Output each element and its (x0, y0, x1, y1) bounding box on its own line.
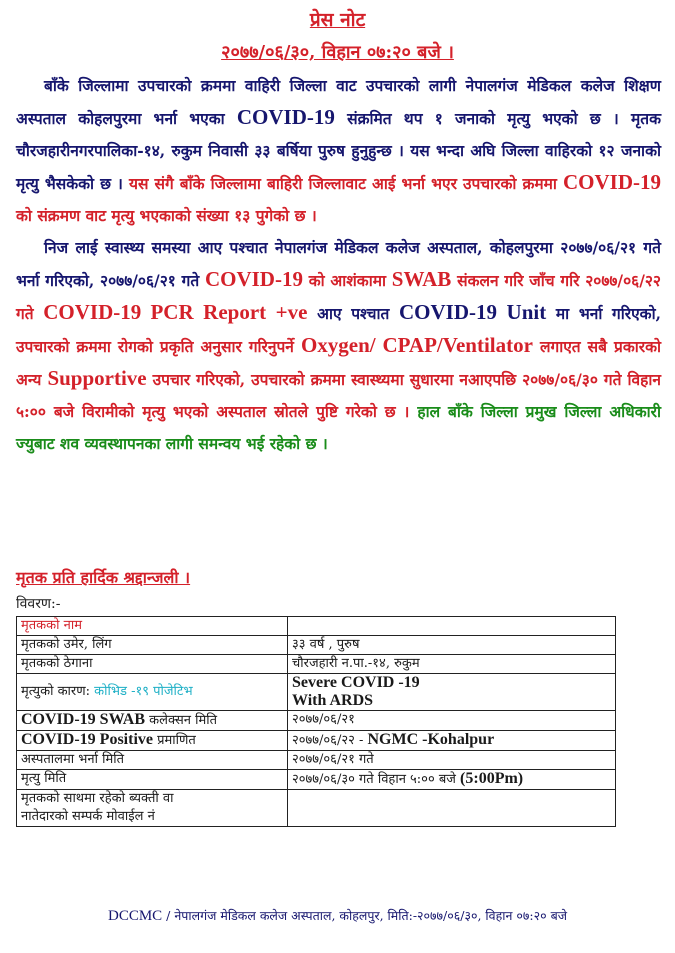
table-row (17, 617, 616, 636)
value-address: चौरजहारी न.पा.-१४, रुकुम (288, 655, 616, 674)
cause-line-1: Severe COVID -19 (292, 674, 420, 691)
paragraph-2 (16, 232, 661, 460)
p1-text-1: बाँके जिल्लामा उपचारको क्रममा वाहिरी जिल्ला वाट उपचारको लागी नेपालगंज मेडिकल कलेज शिक्षण अस्पताल कोहलपुरमा भर्ना भएका (16, 76, 661, 128)
press-note-title: प्रेस नोट (309, 9, 366, 31)
table-row (17, 751, 616, 770)
value-positive-confirmed (288, 731, 616, 751)
p2-text-4: आए पश्चात (307, 304, 399, 323)
p2-text-2: को आशंकामा (302, 271, 392, 290)
label-name: मृतकको नाम (17, 617, 288, 636)
p1-red-text-1: यस संगै बाँके जिल्लामा बाहिरी जिल्लावाट आई भर्ना भएर उपचारको क्रममा (128, 174, 563, 193)
death-time-en: (5:00Pm) (460, 770, 524, 787)
footer-text: / नेपालगंज मेडिकल कलेज अस्पताल, कोहलपुर, मिति:-२०७७/०६/३०, विहान ०७:२० बजे (162, 908, 567, 923)
p1-text-2: संक्रमित थप १ जनाको मृत्यु भएको छ । मृतक (334, 109, 661, 128)
p2-supportive-term: Supportive (47, 366, 147, 390)
label-address: मृतकको ठेगाना (17, 655, 288, 674)
deceased-details-table (16, 616, 616, 827)
condolence-line: मृतक प्रति हार्दिक श्रद्दान्जली । (16, 568, 191, 587)
p2-text-8: उपचार गरिएको, (146, 370, 252, 389)
table-row (17, 770, 616, 790)
p2-text-3: संकलन गरि जाँच गरि २०७७/०६/२२ गते (16, 271, 661, 323)
positive-label-en: COVID-19 Positive (21, 731, 153, 748)
p2-text-1: निज लाई स्वास्थ्य समस्या आए पश्चात नेपालगंज मेडिकल कलेज अस्पताल, कोहलपुरमा २०७७/०६/२१ गते भर्ना गरिएको, २०७७/०६/२१ गते (16, 238, 661, 290)
table-row (17, 731, 616, 751)
value-cause-of-death (288, 674, 616, 711)
footer-org: DCCMC (107, 908, 163, 924)
contact-label-line-1: मृतकको साथमा रहेको ब्यक्ती वा (21, 791, 174, 806)
p2-text-6: उपचारको क्रममा रोगको प्रकृति अनुसार गरिनुपर्ने (16, 337, 301, 356)
details-label: विवरण:- (16, 596, 61, 612)
label-contact (17, 790, 288, 827)
cause-line-2: With ARDS (292, 692, 374, 709)
cause-label: मृत्युको कारण: (21, 684, 95, 699)
p1-red-text-2: को संक्रमण वाट मृत्यु भएकाको संख्या १३ पुगेको छ । (16, 206, 317, 225)
p2-unit-term: COVID-19 Unit (399, 300, 547, 324)
death-date-np: २०७७/०६/३० गते विहान ५:०० बजे (292, 772, 461, 787)
p1-red-covid-term: COVID-19 (563, 170, 661, 194)
table-row (17, 636, 616, 655)
contact-label-line-2: नातेदारको सम्पर्क मोवाईल नं (21, 809, 155, 824)
press-note-body (16, 70, 661, 460)
value-death-date (288, 770, 616, 790)
cause-note: कोभिड -१९ पोजेटिभ (94, 684, 193, 699)
footer (0, 907, 675, 925)
swab-label-np: कलेक्सन मिति (145, 713, 218, 728)
p1-covid-term: COVID-19 (236, 105, 335, 129)
p2-covid-term-1: COVID-19 (204, 267, 303, 291)
table-row (17, 711, 616, 731)
value-name (288, 617, 616, 636)
p2-pcr-term: PCR Report +ve (150, 300, 308, 324)
positive-lab: NGMC -Kohalpur (367, 731, 495, 748)
p2-text-7: लगाएत सबै प्रकारको अन्य (16, 337, 662, 389)
label-age-gender: मृतकको उमेर, लिंग (17, 636, 288, 655)
paragraph-1 (16, 70, 661, 232)
label-cause-of-death (17, 674, 288, 711)
value-age-gender: ३३ वर्ष , पुरुष (288, 636, 616, 655)
p2-text-10: हाल बाँके जिल्ला प्रमुख जिल्ला अधिकारी ज्युबाट शव व्यवस्थापनका लागी समन्वय भई रहेको छ । (16, 402, 661, 453)
label-positive-confirmed (17, 731, 288, 751)
table-row (17, 790, 616, 827)
value-contact (288, 790, 616, 827)
press-note-dateline: २०७७/०६/३०, विहान ०७:२० बजे । (221, 42, 454, 63)
label-death-date: मृत्यु मिति (17, 770, 288, 790)
table-row (17, 674, 616, 711)
value-admission-date: २०७७/०६/२१ गते (288, 751, 616, 770)
p2-oxygen-term: Oxygen/ CPAP/Ventilator (300, 333, 533, 357)
swab-label-en: COVID-19 SWAB (21, 711, 146, 728)
positive-date: २०७७/०६/२२ - (292, 733, 368, 748)
positive-label-np: प्रमाणित (152, 733, 196, 748)
p2-text-5: मा भर्ना गरिएको, (546, 304, 661, 323)
label-admission-date: अस्पतालमा भर्ना मिति (17, 751, 288, 770)
p2-text-9: उपचारको क्रममा स्वास्थ्यमा सुधारमा नआएपछि २०७७/०६/३० गते विहान ५:०० बजे विरामीको मृत्यु भएको अस्पताल स्रोतले पुष्टि गरेको छ । (16, 370, 661, 421)
p2-covid-term-2: COVID-19 (43, 300, 142, 324)
p2-swab-term: SWAB (391, 267, 452, 291)
label-swab-date (17, 711, 288, 731)
p1-address: चौरजहारीनगरपालिका-१४ (16, 141, 160, 160)
p1-text-3: , रुकुम निवासी ३३ बर्षिया पुरुष हुनुहुन्छ । यस भन्दा अघि जिल्ला वाहिरको १२ जनाको मृत्यु भैसकेको छ । (16, 141, 661, 193)
table-row (17, 655, 616, 674)
value-swab-date: २०७७/०६/२१ (288, 711, 616, 731)
